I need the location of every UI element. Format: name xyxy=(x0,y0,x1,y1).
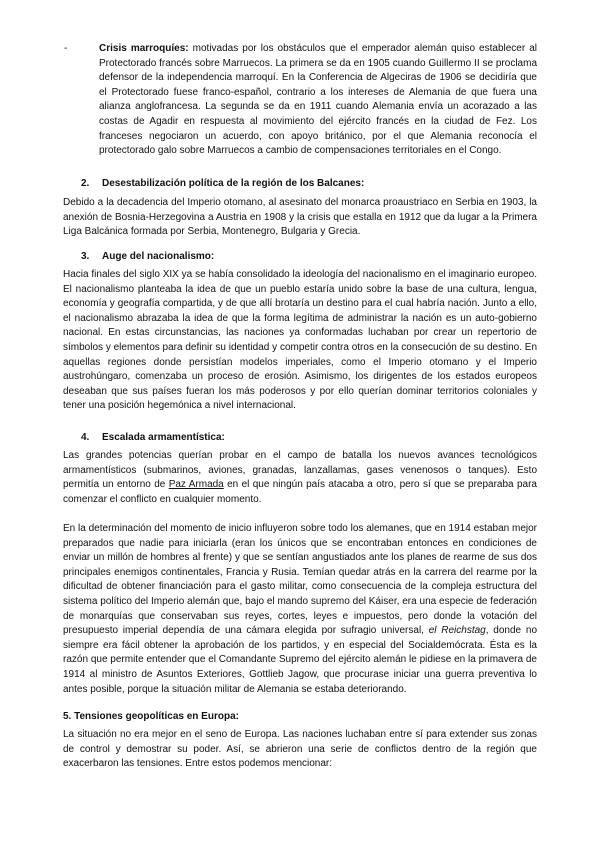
crisis-marroquies-item xyxy=(64,42,537,159)
section-2-title: Desestabilización política de la región de los Balcanes: xyxy=(102,178,365,189)
section-4-title: Escalada armamentística: xyxy=(102,432,225,443)
section-3-paragraph: Hacia finales del siglo XIX ya se había consolidado la ideología del nacionalismo en el imaginario europeo. El nacionalismo planteaba la idea de que un pueblo estaría unido sobre la base de una cultura, lengua, economía y geografía compartida, y de que allí brotaría un destino para el cual habría nación. Junto a ello, el nacionalismo abrazaba la idea de que la forma legítima de administrar la nación es un auto-gobierno nacional. En estas circunstancias, las naciones ya conformadas luchaban por crear un repertorio de símbolos y elementos para definir su identidad y competir contra otros en la consecución de su destino. En aquellas regiones donde persistían modelos imperiales, como el Imperio otomano y el Imperio austrohúngaro, comenzaba un proceso de erosión. Asimismo, los dirigentes de los estados europeos deseaban que sus países fueran los más poderosos y por ello querían dominar territorios coloniales y tener una posición hegemónica a nivel internacional. xyxy=(63,269,537,412)
section-5-paragraph: La situación no era mejor en el seno de Europa. Las naciones luchaban entre sí para extender sus zonas de control y demostrar su poder. Así, se abrieron una serie de conflictos dentro de la región que exacerbaron las tensiones. Entre estos podemos mencionar: xyxy=(63,729,537,770)
section-2-heading xyxy=(63,177,364,191)
germany-paragraph xyxy=(63,522,537,697)
section-4-heading xyxy=(63,431,225,445)
germany-text-before: En la determinación del momento de inicio influyeron sobre todo los alemanes, que en 1914 estaban mejor preparados que nadie para iniciarla (eran los únicos que se encontraban entonces en condiciones de enviar un millón de hombres al frente) y que se sentían angustiados ante los planes de rearme de sus dos principales enemigos continentales, Francia y Rusia. Temían quedar atrás en la carrera del rearme por la dificultad de obtener financiación para el gasto militar, como consecuencia de la compleja estructura del sistema político del Imperio alemán que, bajo el mando supremo del Káiser, era una especie de federación de monarquías que conservaban sus reyes, cortes, leyes e impuestos, pero donde la votación del presupuesto imperial dependía de una cámara elegida por sufragio universal, xyxy=(63,523,537,637)
crisis-text: motivadas por los obstáculos que el emperador alemán quiso establecer al Protectorado francés sobre Marruecos. La primera se da en 1905 cuando Guillermo II se proclama defensor de la independencia marroquí. En la Conferencia de Algeciras de 1906 se decidiría que el Protectorado fuese franco-español, contrario a los intereses de Alemania de que fuera una alianza anglofrancesa. La segunda se da en 1911 cuando Alemania envía un acorazado a las costas de Agadir en respuesta al movimiento del ejército francés en la ciudad de Fez. Los franceses negociaron un acuerdo, con apoyo británico, por el que Alemania reconocía el protectorado galo sobre Marruecos a cambio de compensaciones territoriales en el Congo. xyxy=(99,43,537,157)
section-4-paragraph xyxy=(63,449,537,507)
section-3-title: Auge del nacionalismo: xyxy=(102,251,215,262)
paz-armada-link[interactable]: Paz Armada xyxy=(168,479,224,491)
reichstag-italic: el Reichstag xyxy=(428,625,486,637)
germany-text-after: , donde no siempre era fácil obtener la aprobación de los partidos, y en especial del Socialdemócrata. Ésta es la razón que permite entender que el Comandante Supremo del ejército alemán le pidiese en la primavera de 1914 al ministro de Asuntos Exteriores, Gottlieb Jagow, que procurase iniciar una guerra preventiva lo antes posible, porque la situación militar de Alemania se estaba deteriorando. xyxy=(63,625,538,695)
section-4-text-before: Las grandes potencias querían probar en el campo de batalla los nuevos avances tecnológicos armamentísticos (submarinos, aviones, granadas, lanzallamas, gases venenosos o tanques). Esto permitía un entorno de xyxy=(63,450,537,491)
section-4-number: 4. xyxy=(81,432,90,443)
crisis-paragraph xyxy=(82,42,537,159)
section-4-text-after: en el que ningún país atacaba a otro, pero sí que se preparaba para comenzar el conflicto en cualquier momento. xyxy=(63,479,537,505)
section-2-number: 2. xyxy=(81,178,90,189)
crisis-title: Crisis marroquíes xyxy=(99,43,186,54)
section-5-heading: 5. Tensiones geopolíticas en Europa: xyxy=(63,711,239,722)
section-3-heading xyxy=(63,250,214,264)
section-2-paragraph: Debido a la decadencia del Imperio otomano, al asesinato del monarca proaustriaco en Serbia en 1903, la anexión de Bosnia-Herzegovina a Austria en 1908 y la crisis que estalla en 1912 que da lugar a la Primera Liga Balcánica formada por Serbia, Montenegro, Bulgaria y Grecia. xyxy=(63,197,537,238)
bullet-dash: - xyxy=(64,43,68,54)
crisis-title-colon: : xyxy=(185,43,189,54)
section-3-number: 3. xyxy=(81,251,90,262)
